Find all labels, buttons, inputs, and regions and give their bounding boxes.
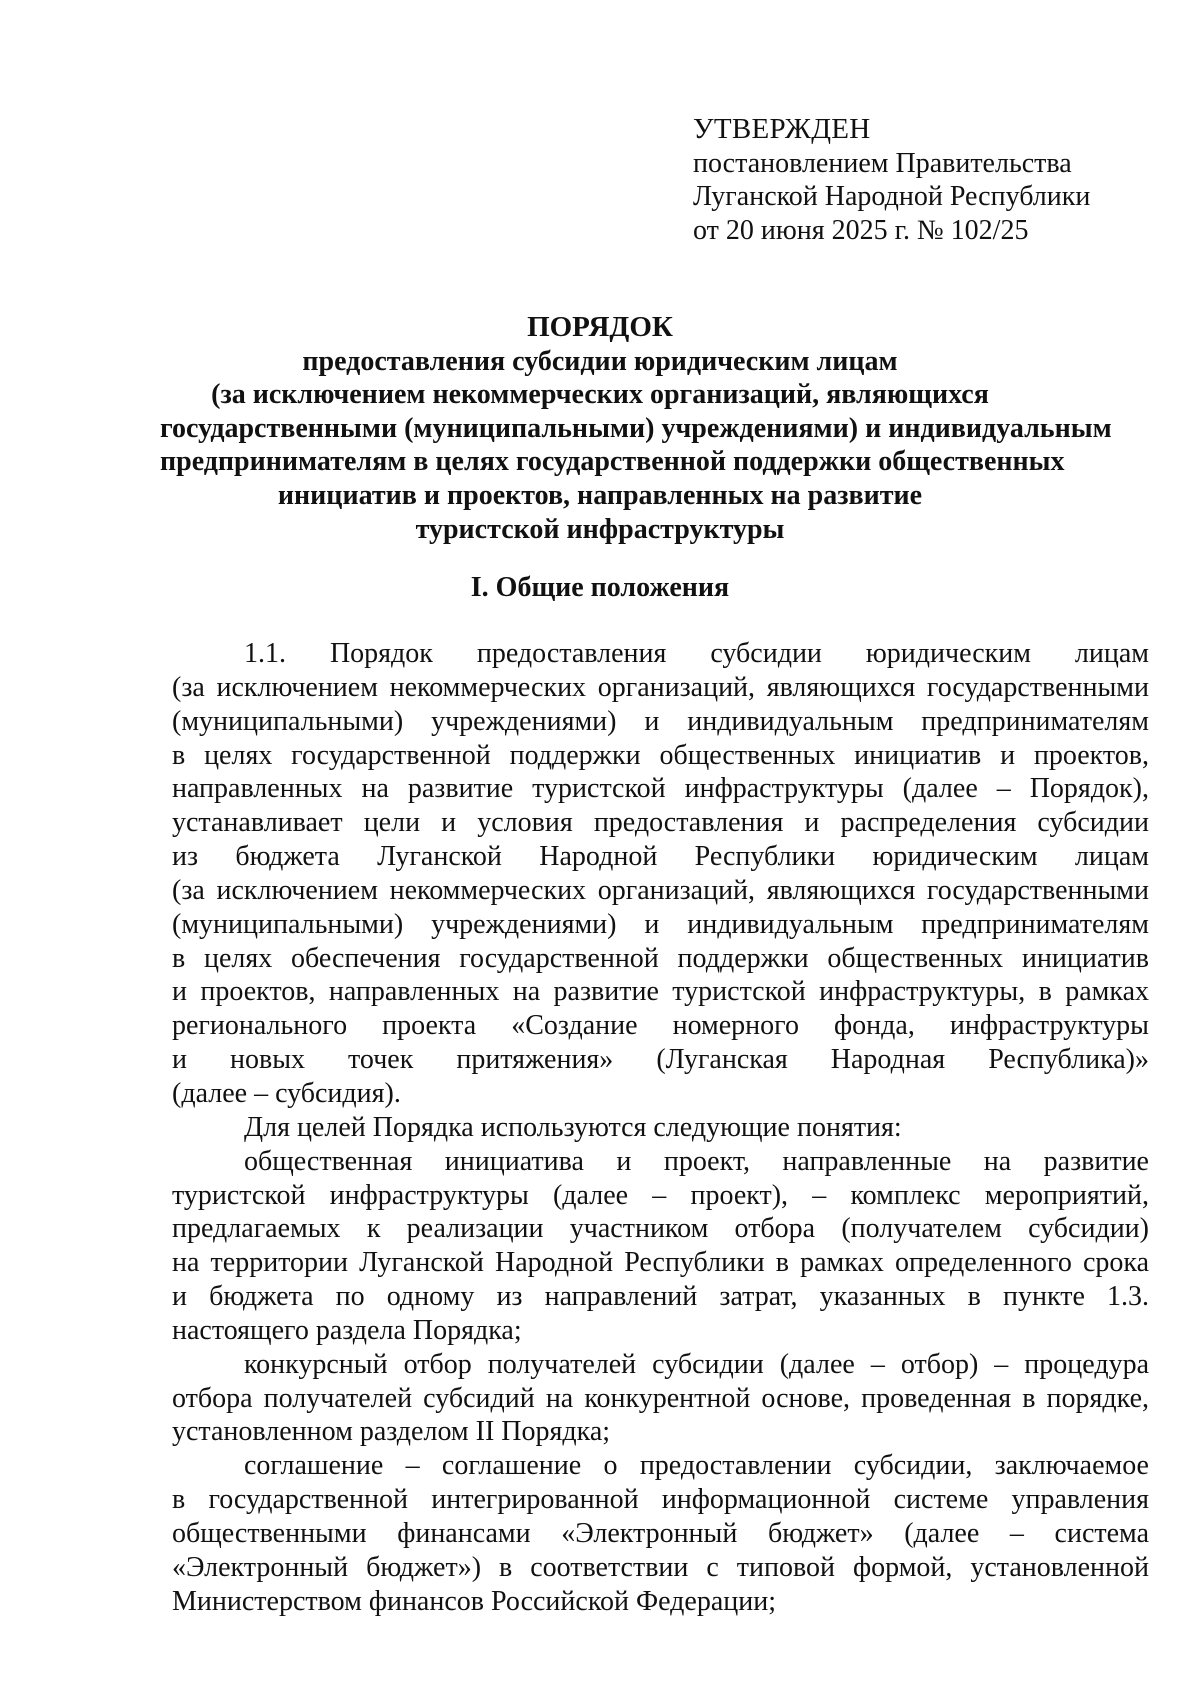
body-text (172, 637, 1149, 1618)
approval-title: УТВЕРЖДЕН (693, 113, 871, 145)
document-subtitle-line: предоставления субсидии юридическим лицам (302, 345, 898, 377)
paragraph-line: (за исключением некоммерческих организаций, являющихся государственными (172, 874, 1149, 906)
paragraph-line: регионального проекта «Создание номерного фонда, инфраструктуры (172, 1010, 1149, 1042)
paragraph-line: «Электронный бюджет») в соответствии с типовой формой, установленной (172, 1551, 1149, 1583)
paragraph-line: конкурсный отбор получателей субсидии (далее – отбор) – процедура (244, 1348, 1149, 1380)
paragraph-line: общественная инициатива и проект, направленные на развитие (244, 1145, 1149, 1177)
document-subtitle-line: инициатив и проектов, направленных на развитие (277, 479, 923, 511)
document-title-main: ПОРЯДОК (527, 311, 673, 343)
document-title (160, 311, 1112, 546)
paragraph-line: настоящего раздела Порядка; (172, 1314, 522, 1346)
paragraph-line: в государственной интегрированной информационной системе управления (172, 1484, 1149, 1516)
document-subtitle-line: государственными (муниципальными) учреждениями) и индивидуальным (160, 412, 1112, 444)
document-subtitle-line: предпринимателям в целях государственной поддержки общественных (160, 446, 1065, 478)
paragraph (172, 1111, 1149, 1145)
paragraph-line: туристской инфраструктуры (далее – проект), – комплекс мероприятий, (172, 1179, 1149, 1211)
paragraph-line: 1.1. Порядок предоставления субсидии юридическим лицам (244, 638, 1149, 669)
paragraph (172, 637, 1149, 1111)
paragraph-line: общественными финансами «Электронный бюджет» (далее – система (172, 1517, 1149, 1549)
paragraph-line: (далее – субсидия). (172, 1077, 401, 1109)
paragraph-line: Министерством финансов Российской Федерации; (172, 1585, 776, 1617)
paragraph-line: установленном разделом II Порядка; (172, 1416, 611, 1448)
document-subtitle-line: (за исключением некоммерческих организаций, являющихся (211, 379, 989, 411)
document-subtitle-line: туристской инфраструктуры (415, 513, 785, 545)
approval-line: постановлением Правительства (693, 147, 1072, 179)
approval-date-number: от 20 июня 2025 г. № 102/25 (693, 214, 1029, 246)
paragraph-line: (муниципальными) учреждениями) и индивидуальным предпринимателям (172, 908, 1149, 940)
paragraph-line: Для целей Порядка используются следующие понятия: (244, 1111, 902, 1143)
approval-line: Луганской Народной Республики (693, 181, 1091, 212)
paragraph-line: отбора получателей субсидий на конкурентной основе, проведенная в порядке, (172, 1382, 1149, 1414)
paragraph-line: соглашение – соглашение о предоставлении субсидии, заключаемое (244, 1450, 1149, 1482)
paragraph-line: устанавливает цели и условия предоставления и распределения субсидии (172, 807, 1149, 839)
paragraph-line: и проектов, направленных на развитие туристской инфраструктуры, в рамках (172, 976, 1149, 1008)
paragraph-line: в целях обеспечения государственной поддержки общественных инициатив (172, 942, 1149, 974)
paragraph-line: направленных на развитие туристской инфраструктуры (далее – Порядок), (172, 773, 1149, 805)
paragraph-line: на территории Луганской Народной Республики в рамках определенного срока (172, 1247, 1149, 1279)
paragraph-line: и бюджета по одному из направлений затрат, указанных в пункте 1.3. (172, 1281, 1149, 1313)
paragraph-line: и новых точек притяжения» (Луганская Народная Республика)» (172, 1044, 1149, 1076)
approval-block (693, 113, 1153, 247)
paragraph (172, 1449, 1149, 1618)
paragraph-line: (муниципальными) учреждениями) и индивидуальным предпринимателям (172, 705, 1149, 737)
paragraph-line: предлагаемых к реализации участником отбора (получателем субсидии) (172, 1213, 1149, 1245)
section-heading: I. Общие положения (470, 572, 730, 603)
paragraph (172, 1145, 1149, 1348)
paragraph-line: (за исключением некоммерческих организаций, являющихся государственными (172, 671, 1149, 703)
paragraph (172, 1348, 1149, 1450)
paragraph-line: из бюджета Луганской Народной Республики юридическим лицам (172, 841, 1149, 873)
paragraph-line: в целях государственной поддержки общественных инициатив и проектов, (172, 739, 1149, 771)
